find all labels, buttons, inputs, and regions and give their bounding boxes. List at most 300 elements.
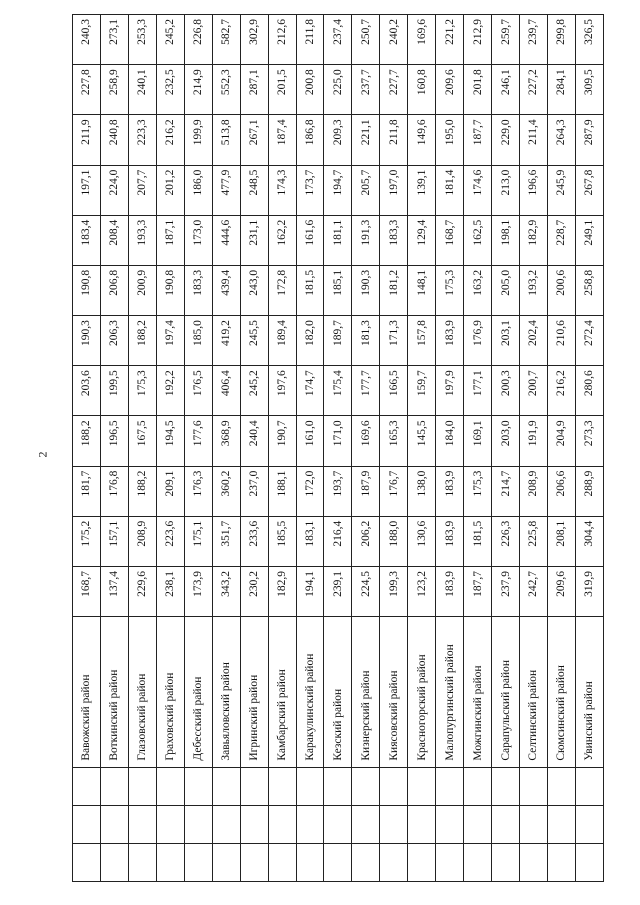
empty-cell — [575, 767, 603, 805]
value-cell: 181,1 — [324, 215, 352, 265]
table-row — [212, 15, 240, 882]
value-cell: 248,5 — [240, 165, 268, 215]
value-cell: 238,1 — [156, 566, 184, 616]
district-name-cell: Воткинский район — [100, 617, 128, 768]
empty-cell — [352, 843, 380, 881]
district-name-cell: Сарапульский район — [492, 617, 520, 768]
value-cell: 190,3 — [73, 316, 101, 366]
value-cell: 197,1 — [73, 165, 101, 215]
value-cell: 189,4 — [268, 316, 296, 366]
value-cell: 169,1 — [464, 416, 492, 466]
value-cell: 216,2 — [547, 366, 575, 416]
value-cell: 267,1 — [240, 115, 268, 165]
value-cell: 273,3 — [575, 416, 603, 466]
value-cell: 129,4 — [408, 215, 436, 265]
value-cell: 223,3 — [128, 115, 156, 165]
empty-cell — [184, 767, 212, 805]
value-cell: 181,5 — [464, 516, 492, 566]
value-cell: 162,2 — [268, 215, 296, 265]
empty-cell — [73, 767, 101, 805]
empty-cell — [492, 843, 520, 881]
table-row — [128, 15, 156, 882]
value-cell: 226,3 — [492, 516, 520, 566]
value-cell: 196,5 — [100, 416, 128, 466]
value-cell: 163,2 — [464, 265, 492, 315]
district-name-cell: Увинский район — [575, 617, 603, 768]
value-cell: 302,9 — [240, 15, 268, 65]
value-cell: 208,4 — [100, 215, 128, 265]
value-cell: 221,2 — [436, 15, 464, 65]
empty-cell — [464, 767, 492, 805]
value-cell: 181,3 — [352, 316, 380, 366]
table-row — [296, 15, 324, 882]
table-row — [100, 15, 128, 882]
district-data-table — [72, 14, 604, 882]
value-cell: 250,7 — [352, 15, 380, 65]
value-cell: 138,0 — [408, 466, 436, 516]
table-body — [73, 15, 604, 882]
value-cell: 212,9 — [464, 15, 492, 65]
district-name-cell: Глазовский район — [128, 617, 156, 768]
value-cell: 242,7 — [520, 566, 548, 616]
empty-cell — [184, 843, 212, 881]
value-cell: 172,8 — [268, 265, 296, 315]
value-cell: 185,1 — [324, 265, 352, 315]
value-cell: 209,6 — [436, 65, 464, 115]
value-cell: 199,3 — [380, 566, 408, 616]
empty-cell — [380, 805, 408, 843]
value-cell: 201,5 — [268, 65, 296, 115]
value-cell: 208,9 — [128, 516, 156, 566]
value-cell: 229,0 — [492, 115, 520, 165]
value-cell: 229,6 — [128, 566, 156, 616]
value-cell: 245,9 — [547, 165, 575, 215]
value-cell: 149,6 — [408, 115, 436, 165]
district-name-cell: Красногорский район — [408, 617, 436, 768]
value-cell: 190,8 — [156, 265, 184, 315]
value-cell: 239,1 — [324, 566, 352, 616]
value-cell: 199,5 — [100, 366, 128, 416]
value-cell: 206,3 — [100, 316, 128, 366]
value-cell: 216,2 — [156, 115, 184, 165]
value-cell: 175,4 — [324, 366, 352, 416]
value-cell: 174,7 — [296, 366, 324, 416]
empty-cell — [575, 843, 603, 881]
empty-cell — [240, 767, 268, 805]
value-cell: 200,3 — [492, 366, 520, 416]
empty-cell — [492, 805, 520, 843]
district-name-cell: Селтинский район — [520, 617, 548, 768]
empty-cell — [156, 843, 184, 881]
district-name-cell: Каракулинский район — [296, 617, 324, 768]
value-cell: 183,4 — [73, 215, 101, 265]
value-cell: 185,0 — [184, 316, 212, 366]
value-cell: 582,7 — [212, 15, 240, 65]
value-cell: 245,2 — [156, 15, 184, 65]
value-cell: 177,7 — [352, 366, 380, 416]
value-cell: 148,1 — [408, 265, 436, 315]
value-cell: 188,0 — [380, 516, 408, 566]
empty-cell — [547, 843, 575, 881]
value-cell: 187,1 — [156, 215, 184, 265]
value-cell: 139,1 — [408, 165, 436, 215]
value-cell: 201,2 — [156, 165, 184, 215]
empty-cell — [128, 843, 156, 881]
value-cell: 200,9 — [128, 265, 156, 315]
value-cell: 225,0 — [324, 65, 352, 115]
district-name-cell: Кезский район — [324, 617, 352, 768]
empty-cell — [184, 805, 212, 843]
value-cell: 171,0 — [324, 416, 352, 466]
value-cell: 176,3 — [184, 466, 212, 516]
value-cell: 184,0 — [436, 416, 464, 466]
value-cell: 226,8 — [184, 15, 212, 65]
value-cell: 187,4 — [268, 115, 296, 165]
value-cell: 167,5 — [128, 416, 156, 466]
value-cell: 192,2 — [156, 366, 184, 416]
value-cell: 186,8 — [296, 115, 324, 165]
value-cell: 194,5 — [156, 416, 184, 466]
value-cell: 240,3 — [73, 15, 101, 65]
value-cell: 157,1 — [100, 516, 128, 566]
value-cell: 168,7 — [436, 215, 464, 265]
table-row — [464, 15, 492, 882]
value-cell: 171,3 — [380, 316, 408, 366]
empty-cell — [156, 767, 184, 805]
value-cell: 204,9 — [547, 416, 575, 466]
value-cell: 188,2 — [128, 316, 156, 366]
value-cell: 175,2 — [73, 516, 101, 566]
empty-cell — [128, 767, 156, 805]
empty-cell — [268, 767, 296, 805]
table-row — [520, 15, 548, 882]
value-cell: 200,8 — [296, 65, 324, 115]
value-cell: 199,9 — [184, 115, 212, 165]
value-cell: 552,3 — [212, 65, 240, 115]
value-cell: 161,0 — [296, 416, 324, 466]
value-cell: 176,8 — [100, 466, 128, 516]
value-cell: 191,9 — [520, 416, 548, 466]
value-cell: 309,5 — [575, 65, 603, 115]
value-cell: 193,3 — [128, 215, 156, 265]
empty-cell — [324, 767, 352, 805]
value-cell: 209,3 — [324, 115, 352, 165]
value-cell: 174,3 — [268, 165, 296, 215]
value-cell: 195,0 — [436, 115, 464, 165]
value-cell: 211,4 — [520, 115, 548, 165]
empty-cell — [324, 843, 352, 881]
value-cell: 319,9 — [575, 566, 603, 616]
empty-cell — [547, 805, 575, 843]
district-name-cell: Вавожский район — [73, 617, 101, 768]
empty-cell — [73, 843, 101, 881]
value-cell: 287,9 — [575, 115, 603, 165]
value-cell: 287,1 — [240, 65, 268, 115]
value-cell: 197,9 — [436, 366, 464, 416]
empty-cell — [520, 767, 548, 805]
value-cell: 259,7 — [492, 15, 520, 65]
value-cell: 406,4 — [212, 366, 240, 416]
district-name-cell: Кизнерский район — [352, 617, 380, 768]
value-cell: 193,2 — [520, 265, 548, 315]
value-cell: 181,4 — [436, 165, 464, 215]
value-cell: 183,9 — [436, 316, 464, 366]
value-cell: 253,3 — [128, 15, 156, 65]
value-cell: 208,1 — [547, 516, 575, 566]
empty-cell — [268, 843, 296, 881]
value-cell: 227,7 — [380, 65, 408, 115]
value-cell: 223,6 — [156, 516, 184, 566]
empty-cell — [408, 767, 436, 805]
table-row — [352, 15, 380, 882]
value-cell: 267,8 — [575, 165, 603, 215]
value-cell: 196,6 — [520, 165, 548, 215]
value-cell: 231,1 — [240, 215, 268, 265]
value-cell: 214,9 — [184, 65, 212, 115]
empty-cell — [464, 843, 492, 881]
value-cell: 175,3 — [436, 265, 464, 315]
value-cell: 176,9 — [464, 316, 492, 366]
value-cell: 201,8 — [464, 65, 492, 115]
empty-cell — [73, 805, 101, 843]
value-cell: 419,2 — [212, 316, 240, 366]
value-cell: 299,8 — [547, 15, 575, 65]
value-cell: 205,7 — [352, 165, 380, 215]
value-cell: 187,7 — [464, 566, 492, 616]
district-name-cell: Завьяловский район — [212, 617, 240, 768]
empty-cell — [296, 767, 324, 805]
value-cell: 190,3 — [352, 265, 380, 315]
value-cell: 169,6 — [408, 15, 436, 65]
empty-cell — [100, 767, 128, 805]
value-cell: 174,6 — [464, 165, 492, 215]
empty-cell — [380, 767, 408, 805]
empty-cell — [324, 805, 352, 843]
value-cell: 177,6 — [184, 416, 212, 466]
empty-cell — [296, 805, 324, 843]
empty-cell — [128, 805, 156, 843]
value-cell: 188,2 — [73, 416, 101, 466]
value-cell: 173,0 — [184, 215, 212, 265]
table-row — [547, 15, 575, 882]
value-cell: 183,9 — [436, 516, 464, 566]
value-cell: 198,1 — [492, 215, 520, 265]
value-cell: 197,4 — [156, 316, 184, 366]
value-cell: 175,1 — [184, 516, 212, 566]
value-cell: 200,7 — [520, 366, 548, 416]
value-cell: 205,0 — [492, 265, 520, 315]
table-row — [156, 15, 184, 882]
value-cell: 258,9 — [100, 65, 128, 115]
empty-cell — [212, 767, 240, 805]
table-row — [408, 15, 436, 882]
value-cell: 288,9 — [575, 466, 603, 516]
value-cell: 183,9 — [436, 466, 464, 516]
value-cell: 240,4 — [240, 416, 268, 466]
value-cell: 188,1 — [268, 466, 296, 516]
value-cell: 172,0 — [296, 466, 324, 516]
empty-cell — [268, 805, 296, 843]
value-cell: 206,8 — [100, 265, 128, 315]
value-cell: 233,6 — [240, 516, 268, 566]
value-cell: 173,9 — [184, 566, 212, 616]
value-cell: 194,7 — [324, 165, 352, 215]
value-cell: 227,8 — [73, 65, 101, 115]
value-cell: 258,8 — [575, 265, 603, 315]
value-cell: 159,7 — [408, 366, 436, 416]
value-cell: 191,3 — [352, 215, 380, 265]
district-name-cell: Дебесский район — [184, 617, 212, 768]
value-cell: 145,5 — [408, 416, 436, 466]
value-cell: 326,5 — [575, 15, 603, 65]
value-cell: 245,2 — [240, 366, 268, 416]
empty-cell — [436, 843, 464, 881]
value-cell: 211,8 — [380, 115, 408, 165]
value-cell: 221,1 — [352, 115, 380, 165]
value-cell: 176,7 — [380, 466, 408, 516]
value-cell: 360,2 — [212, 466, 240, 516]
value-cell: 237,4 — [324, 15, 352, 65]
empty-cell — [520, 843, 548, 881]
value-cell: 197,6 — [268, 366, 296, 416]
value-cell: 239,7 — [520, 15, 548, 65]
value-cell: 351,7 — [212, 516, 240, 566]
empty-cell — [100, 805, 128, 843]
district-name-cell: Можгинский район — [464, 617, 492, 768]
value-cell: 214,7 — [492, 466, 520, 516]
value-cell: 444,6 — [212, 215, 240, 265]
value-cell: 186,0 — [184, 165, 212, 215]
value-cell: 272,4 — [575, 316, 603, 366]
value-cell: 160,8 — [408, 65, 436, 115]
empty-cell — [380, 843, 408, 881]
value-cell: 157,8 — [408, 316, 436, 366]
table-row — [492, 15, 520, 882]
value-cell: 123,2 — [408, 566, 436, 616]
value-cell: 439,4 — [212, 265, 240, 315]
empty-cell — [520, 805, 548, 843]
value-cell: 183,3 — [380, 215, 408, 265]
value-cell: 177,1 — [464, 366, 492, 416]
empty-cell — [492, 767, 520, 805]
table-row — [268, 15, 296, 882]
page-number: 2 — [35, 451, 50, 458]
empty-cell — [352, 767, 380, 805]
empty-cell — [547, 767, 575, 805]
value-cell: 200,6 — [547, 265, 575, 315]
value-cell: 232,5 — [156, 65, 184, 115]
value-cell: 187,9 — [352, 466, 380, 516]
value-cell: 166,5 — [380, 366, 408, 416]
value-cell: 240,8 — [100, 115, 128, 165]
value-cell: 183,1 — [296, 516, 324, 566]
value-cell: 368,9 — [212, 416, 240, 466]
value-cell: 173,7 — [296, 165, 324, 215]
empty-cell — [212, 843, 240, 881]
value-cell: 162,5 — [464, 215, 492, 265]
value-cell: 240,2 — [380, 15, 408, 65]
district-name-cell: Сюмсинский район — [547, 617, 575, 768]
value-cell: 202,4 — [520, 316, 548, 366]
value-cell: 343,2 — [212, 566, 240, 616]
value-cell: 207,7 — [128, 165, 156, 215]
value-cell: 210,6 — [547, 316, 575, 366]
value-cell: 284,1 — [547, 65, 575, 115]
value-cell: 208,9 — [520, 466, 548, 516]
empty-cell — [296, 843, 324, 881]
value-cell: 197,0 — [380, 165, 408, 215]
value-cell: 194,1 — [296, 566, 324, 616]
value-cell: 240,1 — [128, 65, 156, 115]
empty-cell — [436, 805, 464, 843]
value-cell: 224,5 — [352, 566, 380, 616]
empty-cell — [464, 805, 492, 843]
value-cell: 273,1 — [100, 15, 128, 65]
value-cell: 203,0 — [492, 416, 520, 466]
value-cell: 189,7 — [324, 316, 352, 366]
value-cell: 513,8 — [212, 115, 240, 165]
value-cell: 190,8 — [73, 265, 101, 315]
value-cell: 183,9 — [436, 566, 464, 616]
district-name-cell: Камбарский район — [268, 617, 296, 768]
value-cell: 237,9 — [492, 566, 520, 616]
empty-cell — [575, 805, 603, 843]
value-cell: 249,1 — [575, 215, 603, 265]
empty-cell — [212, 805, 240, 843]
value-cell: 216,4 — [324, 516, 352, 566]
table-row — [73, 15, 101, 882]
value-cell: 193,7 — [324, 466, 352, 516]
value-cell: 168,7 — [73, 566, 101, 616]
value-cell: 264,3 — [547, 115, 575, 165]
value-cell: 182,9 — [268, 566, 296, 616]
empty-cell — [100, 843, 128, 881]
value-cell: 228,7 — [547, 215, 575, 265]
value-cell: 181,7 — [73, 466, 101, 516]
value-cell: 165,3 — [380, 416, 408, 466]
value-cell: 304,4 — [575, 516, 603, 566]
value-cell: 175,3 — [464, 466, 492, 516]
district-name-cell: Малопургинский район — [436, 617, 464, 768]
table-row — [575, 15, 603, 882]
table-row — [436, 15, 464, 882]
value-cell: 188,2 — [128, 466, 156, 516]
value-cell: 169,6 — [352, 416, 380, 466]
empty-cell — [240, 805, 268, 843]
value-cell: 181,2 — [380, 265, 408, 315]
empty-cell — [408, 843, 436, 881]
value-cell: 213,0 — [492, 165, 520, 215]
empty-cell — [352, 805, 380, 843]
table-row — [380, 15, 408, 882]
value-cell: 212,6 — [268, 15, 296, 65]
value-cell: 209,6 — [547, 566, 575, 616]
value-cell: 237,7 — [352, 65, 380, 115]
value-cell: 206,6 — [547, 466, 575, 516]
table-row — [324, 15, 352, 882]
value-cell: 230,2 — [240, 566, 268, 616]
value-cell: 182,0 — [296, 316, 324, 366]
rotated-table-container — [72, 14, 604, 882]
value-cell: 477,9 — [212, 165, 240, 215]
value-cell: 224,0 — [100, 165, 128, 215]
value-cell: 245,5 — [240, 316, 268, 366]
value-cell: 206,2 — [352, 516, 380, 566]
value-cell: 237,0 — [240, 466, 268, 516]
empty-cell — [156, 805, 184, 843]
value-cell: 190,7 — [268, 416, 296, 466]
value-cell: 211,9 — [73, 115, 101, 165]
